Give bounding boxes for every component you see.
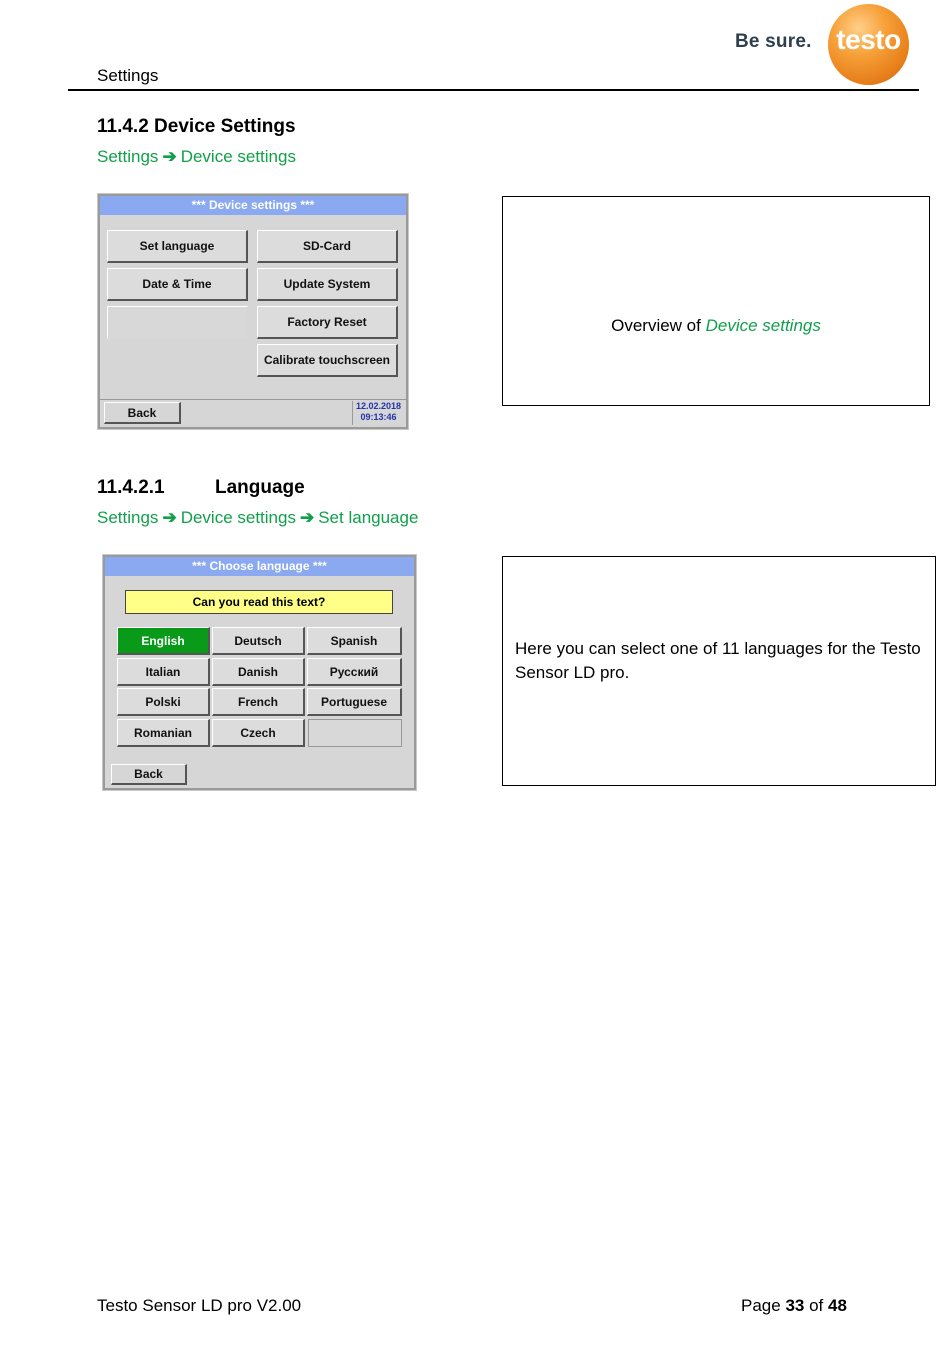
- footer-page-number: [741, 1296, 847, 1316]
- back-button[interactable]: Back: [104, 402, 181, 424]
- logo-brand: testo: [836, 24, 901, 55]
- breadcrumb-language: [97, 508, 418, 528]
- language-test-prompt: Can you read this text?: [125, 590, 393, 614]
- screen-title: *** Choose language ***: [105, 557, 414, 576]
- logo-slogan: Be sure.: [735, 31, 812, 52]
- language-italian-button[interactable]: Italian: [117, 658, 210, 686]
- page-total: 48: [827, 1296, 847, 1315]
- arrow-right-icon: ➔: [162, 508, 177, 527]
- set-language-button[interactable]: Set language: [107, 230, 248, 263]
- language-russian-button[interactable]: Русский: [307, 658, 402, 686]
- description-prefix: Overview of: [611, 316, 706, 335]
- section-heading-language: Language: [215, 477, 305, 498]
- description-text: Here you can select one of 11 languages for the Testo Sensor LD pro.: [515, 639, 921, 682]
- date-text: 12.02.2018: [355, 401, 402, 411]
- date-time-button[interactable]: Date & Time: [107, 268, 248, 301]
- language-french-button[interactable]: French: [212, 688, 305, 716]
- update-system-button[interactable]: Update System: [257, 268, 398, 301]
- empty-button-slot: [107, 306, 248, 339]
- sd-card-button[interactable]: SD-Card: [257, 230, 398, 263]
- breadcrumb-item: Device settings: [180, 508, 296, 527]
- empty-language-slot: [308, 719, 402, 747]
- choose-language-screen: [103, 555, 416, 790]
- header-section-title: Settings: [97, 66, 159, 85]
- header-divider: [68, 89, 919, 91]
- language-romanian-button[interactable]: Romanian: [117, 719, 210, 747]
- breadcrumb-item: Settings: [97, 508, 159, 527]
- breadcrumb-item: Device settings: [180, 147, 296, 166]
- breadcrumb-item: Settings: [97, 147, 159, 166]
- back-button[interactable]: Back: [111, 764, 187, 785]
- section-heading-number: 11.4.2.1: [97, 477, 165, 498]
- description-text: [503, 316, 929, 336]
- language-deutsch-button[interactable]: Deutsch: [212, 627, 305, 655]
- calibrate-touchscreen-button[interactable]: Calibrate touchscreen: [257, 344, 398, 377]
- breadcrumb-device-settings: [97, 147, 296, 167]
- device-settings-screen: [98, 194, 408, 429]
- screen-title: *** Device settings ***: [100, 196, 406, 215]
- page-current: 33: [785, 1296, 805, 1315]
- arrow-right-icon: ➔: [162, 147, 177, 166]
- status-bar-divider: [100, 399, 406, 400]
- language-polski-button[interactable]: Polski: [117, 688, 210, 716]
- datetime-stamp: [352, 401, 404, 425]
- description-box-device-settings: [502, 196, 930, 406]
- arrow-right-icon: ➔: [299, 508, 315, 527]
- language-czech-button[interactable]: Czech: [212, 719, 305, 747]
- description-box-language: [502, 556, 936, 786]
- footer-product: Testo Sensor LD pro V2.00: [97, 1296, 302, 1315]
- page-prefix: Page: [741, 1296, 786, 1315]
- breadcrumb-item: Set language: [318, 508, 419, 527]
- description-link: Device settings: [705, 316, 821, 335]
- language-spanish-button[interactable]: Spanish: [307, 627, 402, 655]
- language-portuguese-button[interactable]: Portuguese: [307, 688, 402, 716]
- section-heading-device-settings: 11.4.2 Device Settings: [97, 116, 296, 137]
- page-of: of: [804, 1296, 828, 1315]
- factory-reset-button[interactable]: Factory Reset: [257, 306, 398, 339]
- language-danish-button[interactable]: Danish: [212, 658, 305, 686]
- time-text: 09:13:46: [360, 412, 397, 422]
- language-english-button[interactable]: English: [117, 627, 210, 655]
